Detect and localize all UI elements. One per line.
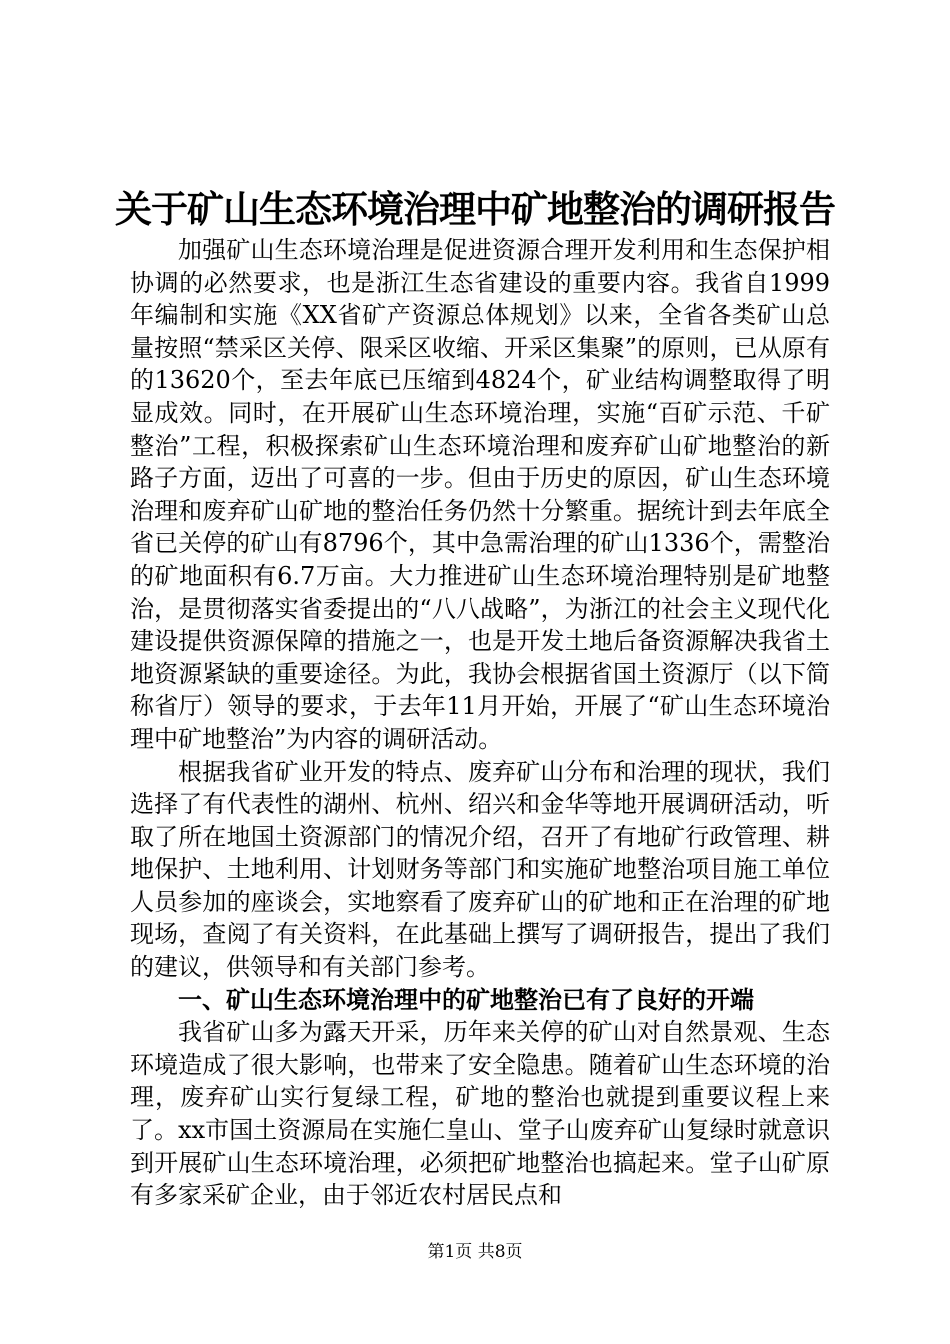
paragraph-method: 根据我省矿业开发的特点、废弃矿山分布和治理的现状，我们选择了有代表性的湖州、杭州、绍兴和金华等地开展调研活动，听取了所在地国土资源部门的情况介绍，召开了有地矿行政管理、耕地保护、土地利用、计划财务等部门和实施矿地整治项目施工单位人员参加的座谈会，实地察看了废弃矿山的矿地和正在治理的矿地现场，查阅了有关资料，在此基础上撰写了调研报告，提出了我们的建议，供领导和有关部门参考。 [130,757,830,982]
page-number-footer: 第1页 共8页 [427,1242,523,1262]
document-title: 关于矿山生态环境治理中矿地整治的调研报告 [115,188,835,231]
paragraph-intro: 加强矿山生态环境治理是促进资源合理开发利用和生态保护相协调的必然要求，也是浙江生态省建设的重要内容。我省自1999年编制和实施《XX省矿产资源总体规划》以来，全省各类矿山总量按照“禁采区关停、限采区收缩、开采区集聚”的原则，已从原有的13620个，至去年底已压缩到4824个，矿业结构调整取得了明显成效。同时，在开展矿山生态环境治理，实施“百矿示范、千矿整治”工程，积极探索矿山生态环境治理和废弃矿山矿地整治的新路子方面，迈出了可喜的一步。但由于历史的原因，矿山生态环境治理和废弃矿山矿地的整治任务仍然十分繁重。据统计到去年底全省已关停的矿山有8796个，其中急需治理的矿山1336个，需整治的矿地面积有6.7万亩。大力推进矿山生态环境治理特别是矿地整治，是贯彻落实省委提出的“八八战略”，为浙江的社会主义现代化建设提供资源保障的措施之一，也是开发土地后备资源解决我省土地资源紧缺的重要途径。为此，我协会根据省国土资源厅（以下简称省厅）领导的要求，于去年11月开始，开展了“矿山生态环境治理中矿地整治”为内容的调研活动。 [130,236,830,753]
document-body [130,234,830,1212]
paragraph-section-one: 我省矿山多为露天开采，历年来关停的矿山对自然景观、生态环境造成了很大影响，也带来了安全隐患。随着矿山生态环境的治理，废弃矿山实行复绿工程，矿地的整治也就提到重要议程上来了。xx市国土资源局在实施仁皇山、堂子山废弃矿山复绿时就意识到开展矿山生态环境治理，必须把矿地整治也搞起来。堂子山矿原有多家采矿企业，由于邻近农村居民点和 [130,1018,830,1210]
section-heading: 一、矿山生态环境治理中的矿地整治已有了良好的开端 [178,985,754,1014]
